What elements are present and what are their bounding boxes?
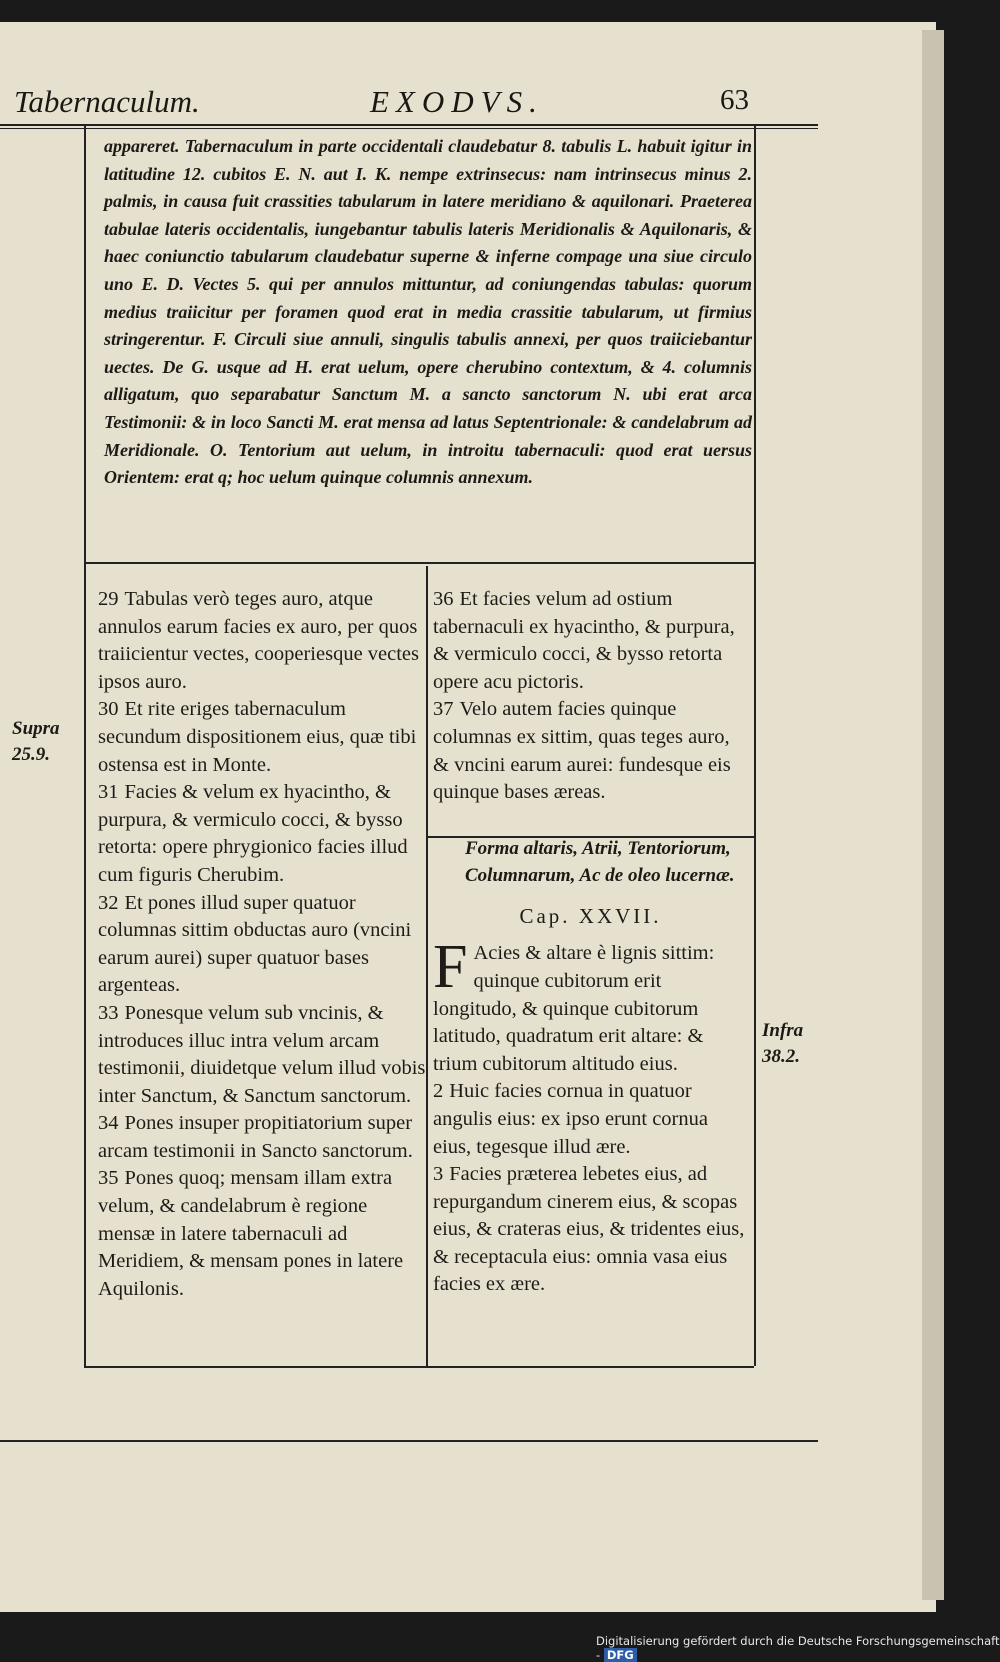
verse: 35 Pones quoq; mensam illam extra velum, & candelabrum è regione mensæ in latere tabernaculi ad Meridiem, & mensam pones in latere Aquilonis. [98, 1167, 404, 1300]
verse: 34 Pones insuper propitiatorium super arcam testimonii in Sancto sanctorum. [98, 1112, 413, 1162]
verse: 3 Facies præterea lebetes eius, ad repurgandum cinerem eius, & scopas eius, & crateras eius, & tridentes eius, & receptacula eius: omnia vasa eius facies ex ære. [433, 1163, 745, 1296]
right-frame-rule [754, 126, 756, 1366]
running-header [0, 64, 820, 124]
header-rule [0, 124, 818, 126]
verse: F Acies & altare è lignis sittim: quinque cubitorum erit longitudo, & quinque cubitorum latitudo, quadratum erit altare: & trium cubitorum altitudo eius. [433, 933, 715, 1075]
header-left: Tabernaculum. [14, 84, 200, 119]
verse: 2 Huic facies cornua in quatuor angulis eius: ex ipso erunt cornua eius, tegesque illud ære. [433, 1080, 708, 1158]
dfg-logo: DFG [604, 1648, 637, 1662]
drop-cap: F [433, 933, 468, 1002]
margin-note-left: Supra 25.9. [12, 718, 60, 765]
verse: 32 Et pones illud super quatuor columnas sittim obductas auro (vncini earum aurei) super quatuor bases argenteas. [98, 891, 412, 997]
verse: 37 Velo autem facies quinque columnas ex sittim, quas teges auro, & vncini earum aurei: fundesque eis quinque bases æreas. [433, 698, 731, 804]
body-bottom-rule [84, 1366, 754, 1368]
header-title: EXODVS. [370, 84, 544, 119]
commentary-block [104, 133, 752, 492]
chapter-title: Cap. XXVII. [519, 903, 662, 928]
page-edge [922, 30, 944, 1600]
right-column [433, 586, 748, 1299]
left-column [98, 586, 428, 1303]
verse: 31 Facies & velum ex hyacintho, & purpura, & vermiculo cocci, & bysso retorta: opere phrygionico facies illud cum figuris Cherubim. [98, 781, 408, 886]
page-number: 63 [720, 84, 749, 116]
chapter-summary: Forma altaris, Atrii, Tentoriorum, Columnarum, Ac de oleo lucernæ. [465, 837, 735, 886]
commentary-text: appareret. Tabernaculum in parte occidentali claudebatur 8. tabulis L. habuit igitur in latitudine 12. cubitos E. N. aut I. K. nempe extrinsecus: nam intrinsecus minus 2. palmis, in causa fuit crassities tabularum in latere meridiano & aquilonari. Praeterea tabulae lateris occidentalis, iungebantur tabulis lateris Meridionalis & Aquilonaris, & haec coniunctio tabularum claudebatur superne & inferne compage una siue circulo uno E. D. Vectes 5. qui per annulos mittuntur, ad coniungendas tabulas: quorum medius traiicitur per foramen quod erat in media crassitie tabularum, ut firmius stringerentur. F. Circuli siue annuli, singulis tabulis annexi, per quos traiiciebantur uectes. De G. usque ad H. erat uelum, opere cherubino contextum, & 4. columnis alligatum, quo separabatur Sanctum M. a sancto sanctorum N. ubi erat arca Testimonii: & in loco Sancti M. erat mensa ad latus Septentrionale: & candelabrum ad Meridionale. O. Tentorium aut uelum, in introitu tabernaculi: quod erat uersus Orientem: erat q; hoc uelum quinque columnis annexum. [104, 136, 752, 488]
footer-credit [596, 1634, 1000, 1662]
page-bottom-rule [0, 1440, 818, 1442]
header-rule-thin [0, 128, 818, 129]
margin-note-right: Infra 38.2. [762, 1020, 804, 1067]
verse: 29 Tabulas verò teges auro, atque annulos earum facies ex auro, per quos traiicientur vectes, cooperiesque vectes ipsos auro. [98, 588, 420, 693]
verse: 30 Et rite eriges tabernaculum secundum dispositionem eius, quæ tibi ostensa est in Monte. [98, 698, 417, 776]
footer-text: Digitalisierung gefördert durch die Deutsche Forschungsgemeinschaft - [596, 1634, 1000, 1662]
verse: 36 Et facies velum ad ostium tabernaculi ex hyacintho, & purpura, & vermiculo cocci, & bysso retorta opere acu pictoris. [433, 588, 735, 693]
verse: 33 Ponesque velum sub vncinis, & introduces illuc intra velum arcam testimonii, diuidetque velum illud vobis inter Sanctum, & Sanctum sanctorum. [98, 1001, 426, 1107]
commentary-rule [84, 562, 754, 564]
left-frame-rule [84, 126, 86, 1366]
